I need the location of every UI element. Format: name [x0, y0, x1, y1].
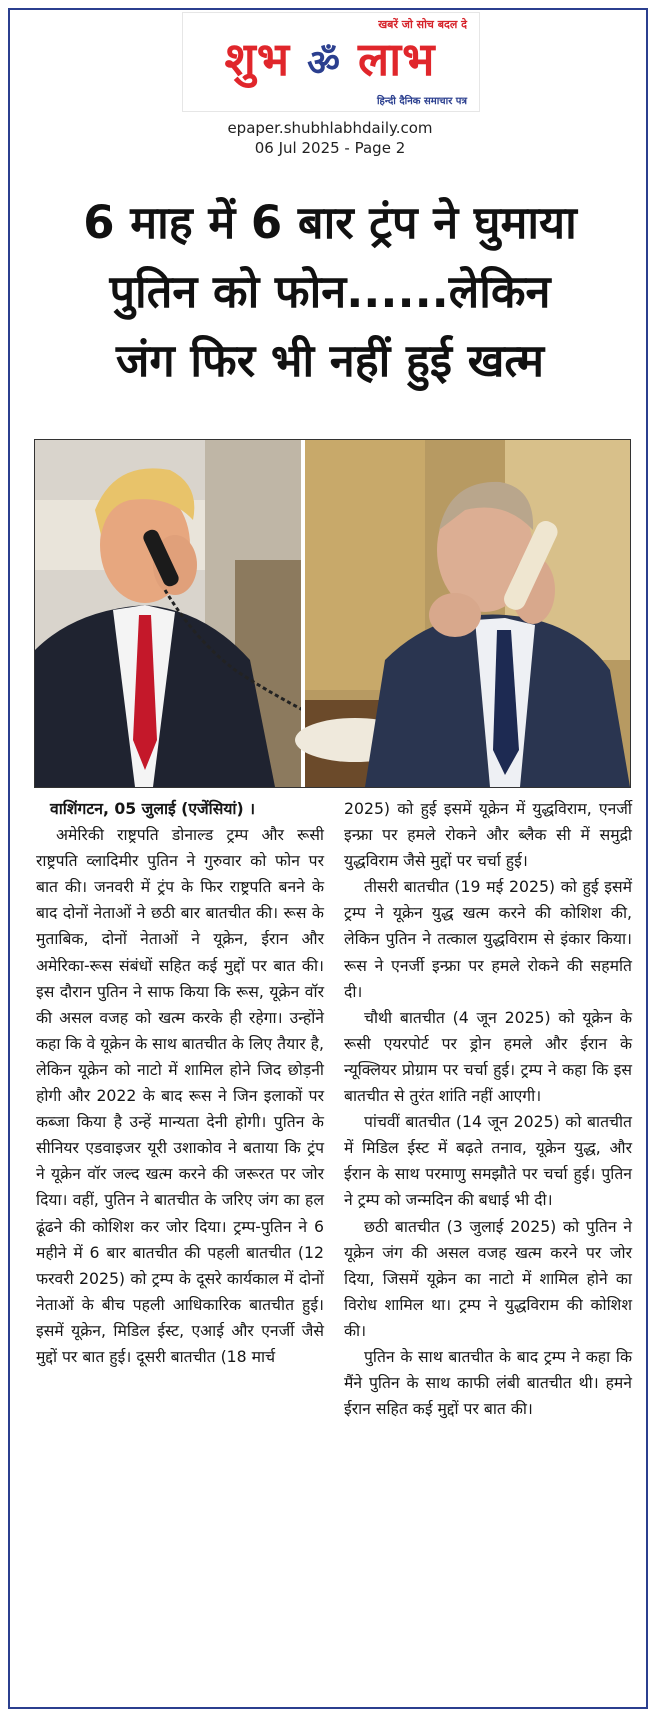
article-paragraph: तीसरी बातचीत (19 मई 2025) को हुई इसमें ट्रम्प ने यूक्रेन युद्ध खत्म करने की कोशिश की, लेकिन पुतिन ने तत्काल युद्धविराम से इंकार किया। रूस ने एनर्जी इन्फ्रा पर हमले रोकने की सहमति दी।	[344, 877, 632, 1001]
headline-line: पुतिन को फोन......लेकिन	[109, 265, 551, 318]
article-headline	[20, 188, 640, 395]
edition-date-page: 06 Jul 2025 - Page 2	[254, 139, 406, 157]
phone-call-photo-illustration	[35, 440, 630, 787]
masthead-subtagline: हिन्दी दैनिक समाचार पत्र	[376, 96, 467, 107]
headline-line: जंग फिर भी नहीं हुई खत्म	[116, 334, 544, 387]
article-column-right	[344, 796, 632, 1422]
masthead-tagline: खबरें जो सोच बदल दे	[378, 18, 467, 31]
article-paragraph: छठी बातचीत (3 जुलाई 2025) को पुतिन ने यूक्रेन जंग की असल वजह खत्म करने पर जोर दिया, जिसमें यूक्रेन का नाटो में शामिल होने का विरोध शामिल था। ट्रम्प ने युद्धविराम की कोशिश की।	[344, 1216, 632, 1340]
logo-right-word: लाभ	[358, 32, 436, 86]
article-paragraph: पुतिन के साथ बातचीत के बाद ट्रम्प ने कहा कि मैंने पुतिन के साथ काफी लंबी बातचीत थी। हमने ईरान सहित कई मुद्दों पर बात की।	[344, 1346, 632, 1419]
headline-line: 6 माह में 6 बार ट्रंप ने घुमाया	[83, 196, 577, 249]
article-photo	[34, 439, 631, 788]
article-column-left	[36, 796, 324, 1370]
masthead	[182, 12, 480, 112]
article-paragraph: अमेरिकी राष्ट्रपति डोनाल्ड ट्रम्प और रूसी राष्ट्रपति व्लादिमीर पुतिन ने गुरुवार को फोन पर बात की। जनवरी में ट्रंप के फिर राष्ट्रपति बनने के बाद दोनों नेताओं ने छठी बार बातचीत की। रूस के मुताबिक, दोनों नेताओं ने यूक्रेन, ईरान और अमेरिका-रूस संबंधों सहित कई मुद्दों पर बात की। इस दौरान पुतिन ने साफ किया कि रूस, यूक्रेन वॉर की असल वजह को खत्म करके ही रहेगा। उन्होंने कहा कि वे यूक्रेन के साथ बातचीत के लिए तैयार है, लेकिन यूक्रेन को नाटो में शामिल होने जिद छोड़नी होगी और 2022 के बाद रूस ने जिन इलाकों पर कब्जा किया है उन्हें मान्यता देनी होगी। पुतिन के सीनियर एडवाइजर यूरी उशाकोव ने बताया कि ट्रंप ने यूक्रेन वॉर जल्द खत्म करने की जरूरत पर जोर दिया। वहीं, पुतिन ने बातचीत के जरिए जंग का हल ढूंढने की कोशिश कर जोर दिया। ट्रम्प-पुतिन ने 6 महीने में 6 बार बातचीत की पहली बातचीत (12 फरवरी 2025) को ट्रम्प के दूसरे कार्यकाल में दोनों नेताओं के बीच पहली आधिकारिक बातचीत हुई। इसमें यूक्रेन, मिडिल ईस्ट, एआई और एनर्जी जैसे मुद्दों पर बात हुई। दूसरी बातचीत (18 मार्च	[36, 825, 324, 1366]
article-paragraph: पांचवीं बातचीत (14 जून 2025) को बातचीत में मिडिल ईस्ट में बढ़ते तनाव, यूक्रेन युद्ध, और ईरान के साथ परमाणु समझौते पर चर्चा हुई। पुतिन ने ट्रम्प को जन्मदिन की बधाई भी दी।	[344, 1112, 632, 1210]
epaper-site-url: epaper.shubhlabhdaily.com	[227, 119, 433, 137]
ganesha-icon: ॐ	[307, 42, 341, 84]
article-dateline: वाशिंगटन, 05 जुलाई (एजेंसियां) ।	[50, 799, 256, 818]
article-paragraph: 2025) को हुई इसमें यूक्रेन में युद्धविराम, एनर्जी इन्फ्रा पर हमले रोकने और ब्लैक सी में समुद्री युद्धविराम जैसे मुद्दों पर चर्चा हुई।	[344, 799, 632, 871]
logo-left-word: शुभ	[224, 32, 291, 86]
newspaper-logo	[187, 29, 473, 93]
article-paragraph: चौथी बातचीत (4 जून 2025) को यूक्रेन के रूसी एयरपोर्ट पर ड्रोन हमले और ईरान के न्यूक्लियर प्रोग्राम पर चर्चा हुई। ट्रम्प ने कहा कि इस बातचीत से तुरंत शांति नहीं आएगी।	[344, 1007, 632, 1106]
